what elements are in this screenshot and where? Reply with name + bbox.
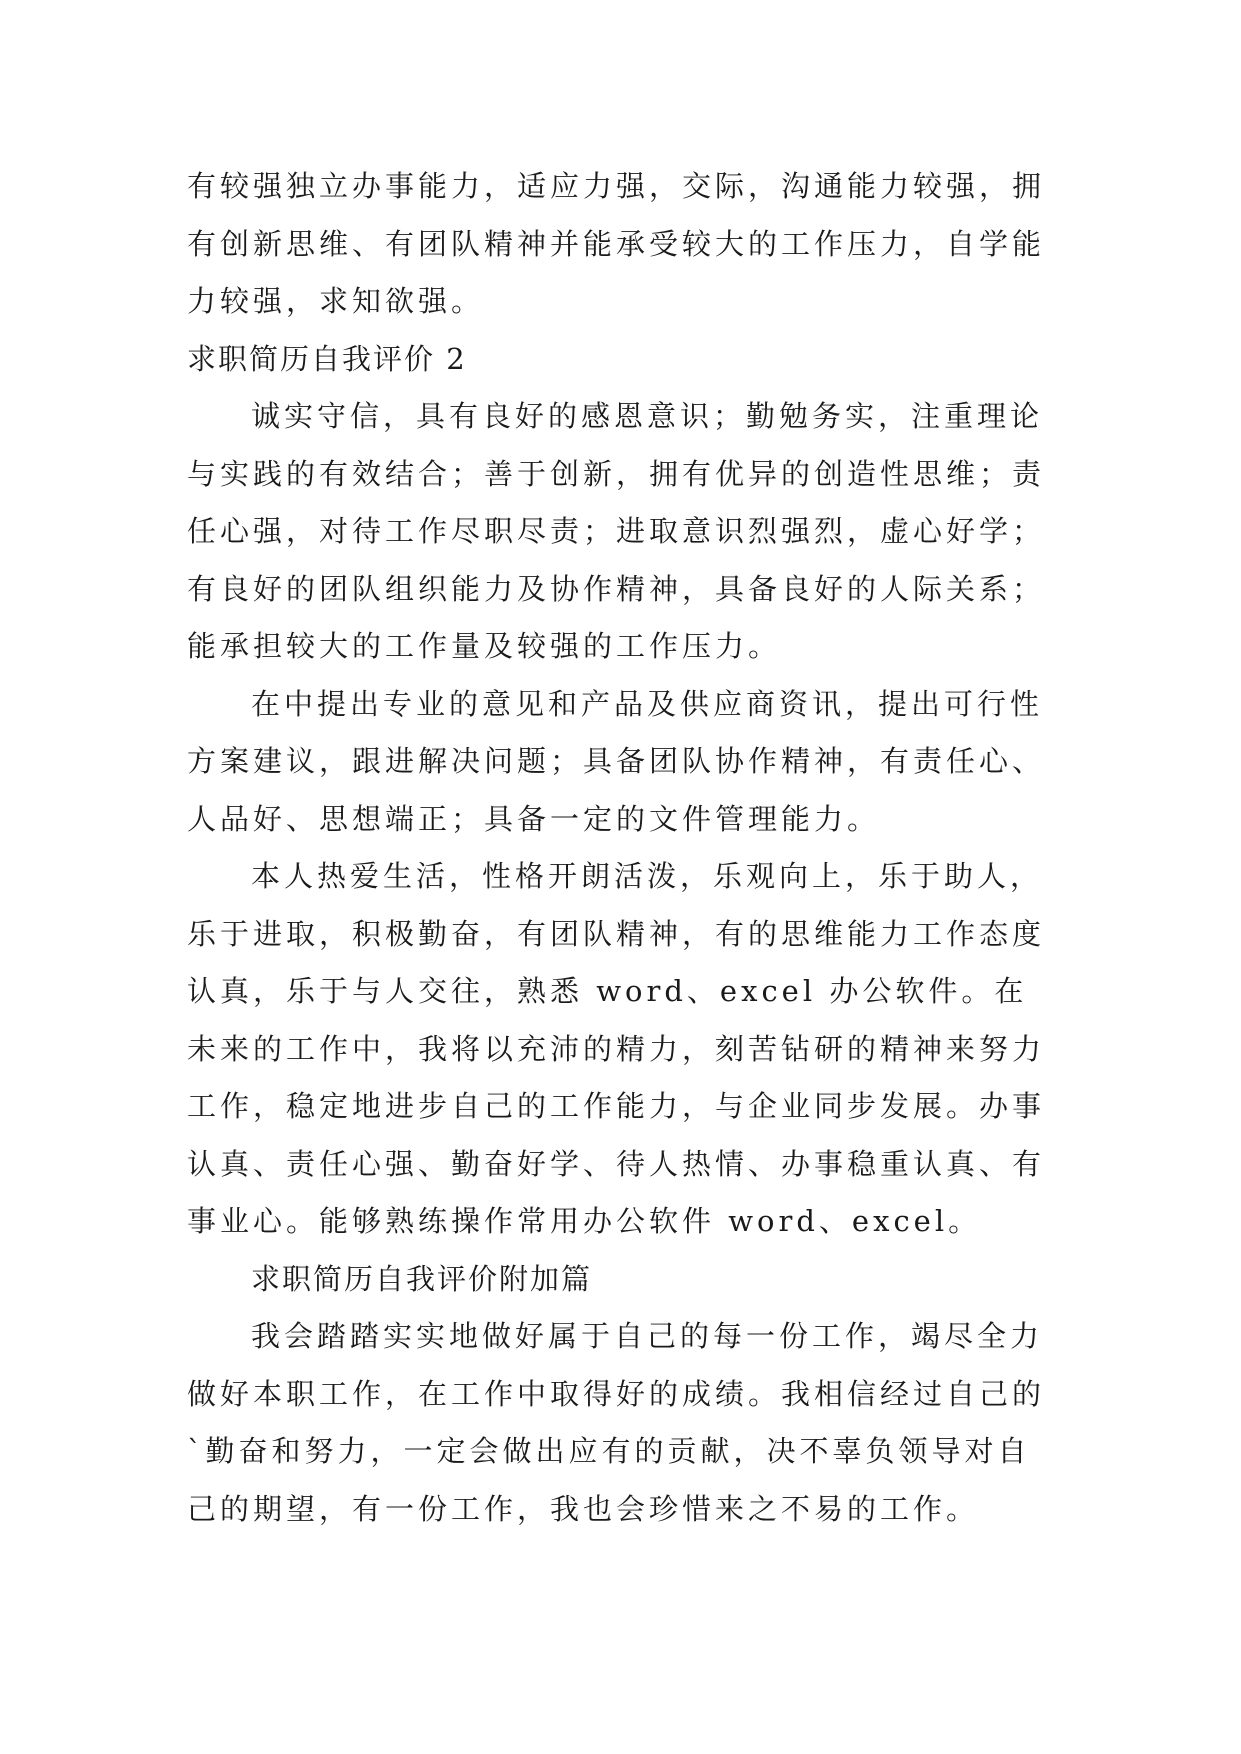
section-heading-evaluation-2: 求职简历自我评价 2 [187, 341, 467, 376]
paragraph-professional-advice: 在中提出专业的意见和产品及供应商资讯，提出可行性方案建议，跟进解决问题；具备团队协作精神，有责任心、人品好、思想端正；具备一定的文件管理能力。 [187, 686, 1046, 836]
paragraph-personality: 本人热爱生活，性格开朗活泼，乐观向上，乐于助人，乐于进取，积极勤奋，有团队精神，有的思维能力工作态度认真，乐于与人交往，熟悉 word、excel 办公软件。在未来的工作中，我将以充沛的精力，刻苦钻研的精神来努力工作，稳定地进步自己的工作能力，与企业同步发展。办事认真、责任心强、勤奋好学、待人热情、办事稳重认真、有事业心。能够熟练操作常用办公软件 word、excel。 [187, 859, 1046, 1238]
section-heading-appendix: 求职简历自我评价附加篇 [251, 1261, 593, 1296]
paragraph-honesty: 诚实守信，具有良好的感恩意识；勤勉务实，注重理论与实践的有效结合；善于创新，拥有优异的创造性思维；责任心强，对待工作尽职尽责；进取意识烈强烈，虚心好学；有良好的团队组织能力及协作精神，具备良好的人际关系；能承担较大的工作量及较强的工作压力。 [187, 399, 1046, 663]
document-body [187, 158, 1057, 1538]
paragraph-abilities: 有较强独立办事能力，适应力强，交际，沟通能力较强，拥有创新思维、有团队精神并能承受较大的工作压力，自学能力较强，求知欲强。 [187, 169, 1046, 318]
paragraph-commitment: 我会踏踏实实地做好属于自己的每一份工作，竭尽全力做好本职工作，在工作中取得好的成绩。我相信经过自己的`勤奋和努力，一定会做出应有的贡献，决不辜负领导对自己的期望，有一份工作，我也会珍惜来之不易的工作。 [187, 1319, 1046, 1526]
